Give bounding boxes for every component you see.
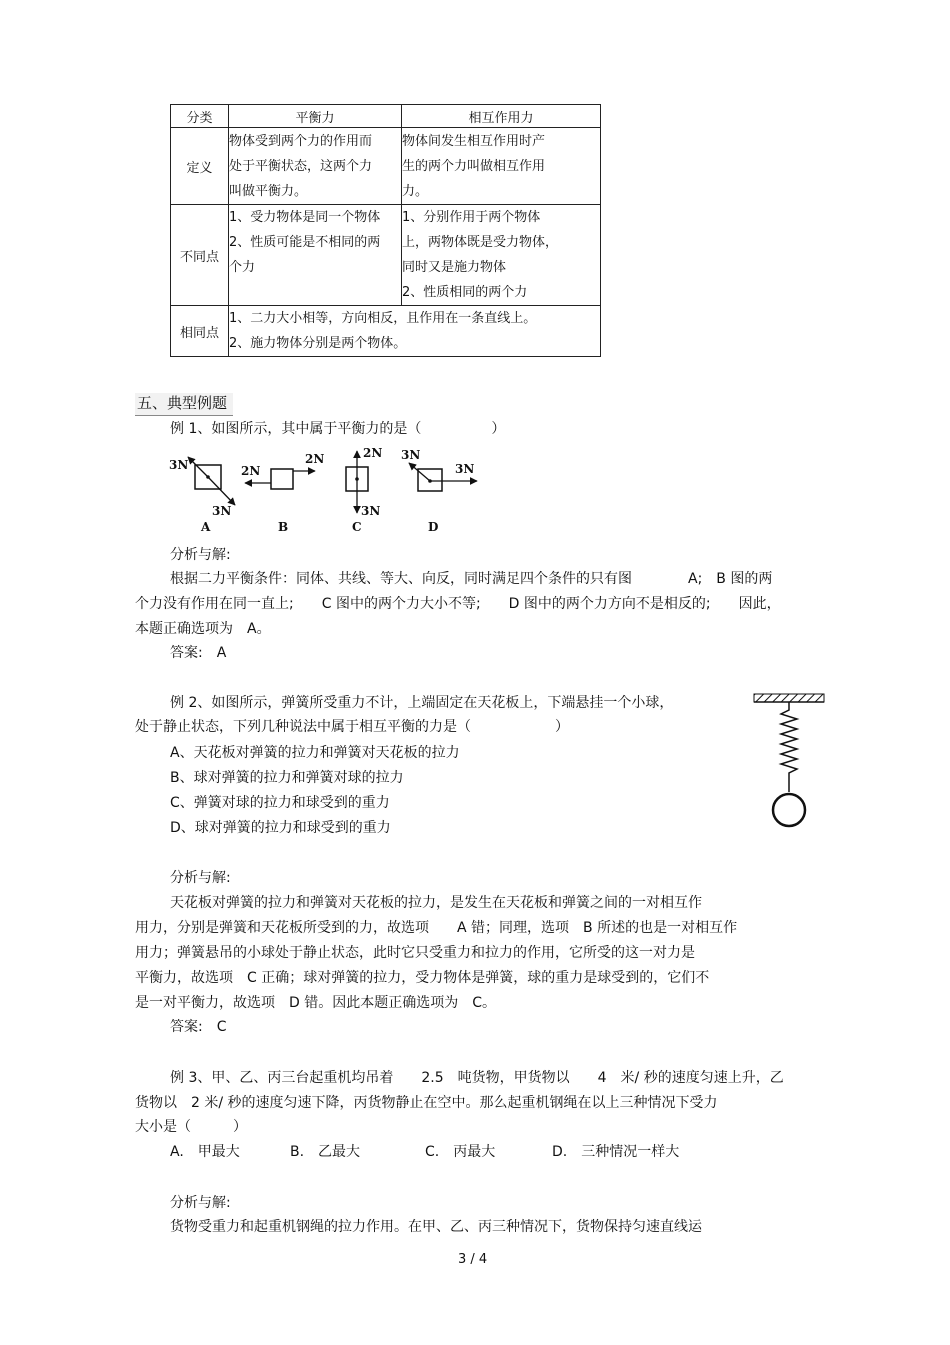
force-label: 2N [241, 464, 261, 478]
cell-line: 同时又是施力物体 [402, 260, 507, 275]
cell-line: 1、二力大小相等，方向相反，且作用在一条直线上。 [229, 311, 537, 326]
cell-line: 2、性质相同的两个力 [402, 285, 528, 300]
page-number: 3 / 4 [458, 1252, 488, 1267]
analysis-line: 是一对平衡力，故选项 D 错。因此本题正确选项为 C。 [135, 995, 497, 1011]
figure-c [346, 446, 382, 534]
analysis-line: 个力没有作用在同一直上; C 图中的两个力大小不等; D 图中的两个力方向不是相反的; 因此， [135, 596, 781, 612]
force-label: 3N [169, 458, 189, 472]
analysis-title: 分析与解: [170, 1195, 231, 1211]
example2-option: A、天花板对弹簧的拉力和弹簧对天花板的拉力 [170, 745, 460, 761]
figure-d [401, 448, 477, 534]
cell-line: 叫做平衡力。 [229, 183, 308, 199]
analysis-title: 分析与解: [170, 870, 231, 886]
example3-question-line: 大小是（ ） [135, 1119, 247, 1135]
analysis-line: 用力，分别是弹簧和天花板所受到的力，故选项 A 错；同理，选项 B 所述的也是一对相互作 [135, 920, 738, 936]
balance-differences [229, 205, 402, 306]
answer: 答案: A [170, 645, 227, 661]
option-label-d: D [428, 520, 439, 534]
force-label: 3N [455, 462, 475, 476]
example3-question-line: 货物以 2 米/ 秒的速度匀速下降，丙货物静止在空中。那么起重机钢绳在以上三种情况下受力 [135, 1095, 718, 1111]
common-points [229, 306, 601, 357]
section-title: 五、典型例题 [135, 393, 233, 416]
analysis-line: 根据二力平衡条件：同体、共线、等大、向反，同时满足四个条件的只有图 A; B 图的两 [170, 571, 773, 587]
option-label-b: B [278, 520, 289, 534]
table-header: 平衡力 [229, 105, 402, 128]
example3-question-line: 例 3、甲、乙、丙三台起重机均吊着 2.5 吨货物，甲货物以 4 米/ 秒的速度匀速上升，乙 [170, 1070, 784, 1086]
balance-definition [229, 128, 402, 205]
cell-line: 力。 [402, 183, 429, 199]
cell-line: 物体受到两个力的作用而 [229, 133, 373, 149]
interaction-definition [402, 128, 601, 205]
example3-option-c: C. 丙最大 [425, 1144, 496, 1160]
analysis-line: 平衡力，故选项 C 正确；球对弹簧的拉力，受力物体是弹簧，球的重力是球受到的，它们不 [135, 970, 710, 986]
ceiling [754, 694, 824, 702]
figure-a [169, 457, 235, 534]
cell-line: 上，两物体既是受力物体， [402, 235, 559, 250]
force-label: 2N [363, 446, 383, 460]
cell-line: 生的两个力叫做相互作用 [402, 158, 546, 174]
analysis-line: 天花板对弹簧的拉力和弹簧对天花板的拉力，是发生在天花板和弹簧之间的一对相互作 [170, 895, 702, 911]
interaction-differences [402, 205, 601, 306]
row-head-definition: 定义 [171, 128, 229, 205]
force-label: 3N [361, 504, 381, 518]
spring-ball-figure [750, 690, 830, 830]
option-label-c: C [352, 520, 362, 534]
row-head-differences: 不同点 [171, 205, 229, 306]
example2-option: B、球对弹簧的拉力和弹簧对球的拉力 [170, 770, 404, 786]
figure-b [241, 452, 324, 534]
example3-option-a: A. 甲最大 [170, 1144, 240, 1160]
row-head-similarities: 相同点 [171, 306, 229, 357]
table-row [171, 205, 601, 306]
ball [773, 794, 805, 826]
example2-question-line: 处于静止状态，下列几种说法中属于相互平衡的力是（ ） [135, 719, 569, 735]
cell-line: 2、施力物体分别是两个物体。 [229, 336, 407, 351]
analysis-line: 货物受重力和起重机钢绳的拉力作用。在甲、乙、丙三种情况下，货物保持匀速直线运 [170, 1219, 702, 1235]
table-row [171, 306, 601, 357]
example2-question-line: 例 2、如图所示，弹簧所受重力不计，上端固定在天花板上，下端悬挂一个小球， [170, 695, 674, 711]
answer: 答案: C [170, 1019, 227, 1035]
example1-question: 例 1、如图所示，其中属于平衡力的是（ ） [170, 421, 506, 437]
example3-option-b: B. 乙最大 [290, 1144, 361, 1160]
table-header: 分类 [171, 105, 229, 128]
example1-force-figure [165, 445, 485, 535]
analysis-line: 本题正确选项为 A。 [135, 621, 271, 637]
example2-option: C、弹簧对球的拉力和球受到的重力 [170, 795, 390, 811]
cell-line: 1、分别作用于两个物体 [402, 210, 541, 225]
analysis-line: 用力；弹簧悬吊的小球处于静止状态，此时它只受重力和拉力的作用，它所受的这一对力是 [135, 945, 695, 961]
spring [781, 702, 797, 792]
analysis-title: 分析与解: [170, 547, 231, 563]
cell-line: 处于平衡状态，这两个力 [229, 158, 373, 174]
cell-line: 物体间发生相互作用时产 [402, 133, 546, 149]
cell-line: 1、受力物体是同一个物体 [229, 210, 381, 225]
table-header-row [171, 105, 601, 128]
comparison-table [170, 104, 601, 357]
force-label: 3N [212, 504, 232, 518]
example3-option-d: D. 三种情况一样大 [552, 1144, 680, 1160]
cell-line: 2、性质可能是不相同的两 [229, 235, 381, 250]
cell-line: 个力 [229, 260, 256, 275]
table-header: 相互作用力 [402, 105, 601, 128]
force-label: 3N [401, 448, 421, 462]
table-row [171, 128, 601, 205]
option-label-a: A [201, 520, 211, 534]
example2-option: D、球对弹簧的拉力和球受到的重力 [170, 820, 391, 836]
force-label: 2N [305, 452, 325, 466]
